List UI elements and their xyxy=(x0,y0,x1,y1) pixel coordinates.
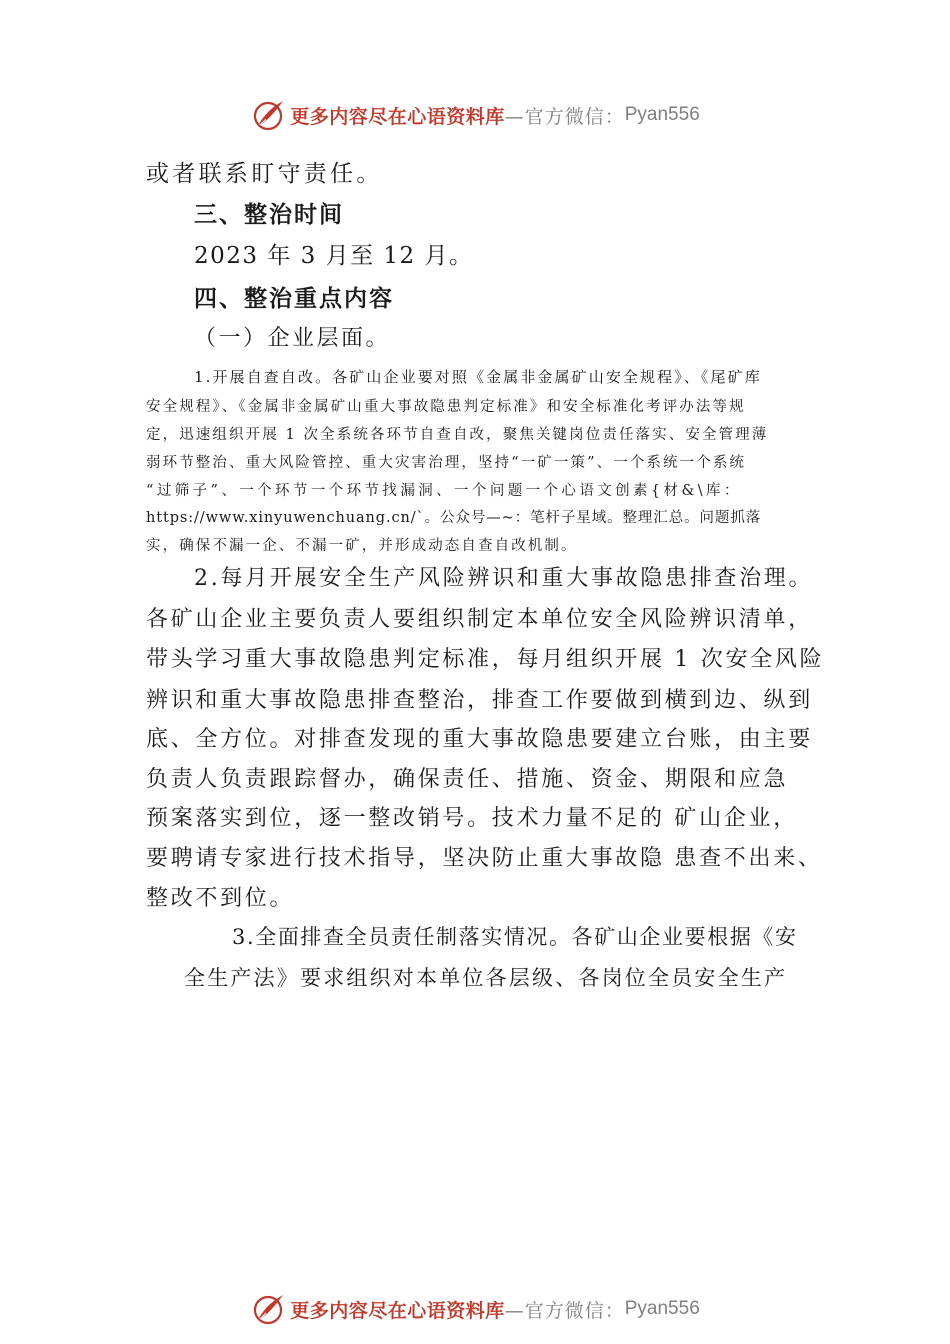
text-line: 实，确保不漏一企、不漏一矿，并形成动态自查自改机制。 xyxy=(146,538,578,554)
text-line: “过筛子”、一个环节一个环节找漏洞、一个问题一个心语文创素{材&\库： xyxy=(146,483,742,499)
text-line: 或者联系盯守责任。 xyxy=(146,161,383,187)
text-line: 辨识和重大事故隐患排查整治，排查工作要做到横到边、纵到 xyxy=(146,688,813,713)
text-line: 带头学习重大事故隐患判定标准，每月组织开展 1 次安全风险 xyxy=(146,647,825,672)
text-line: 要聘请专家进行技术指导，坚决防止重大事故隐 患查不出来、 xyxy=(146,846,823,871)
banner-title: 更多内容尽在心语资料库 xyxy=(290,105,505,128)
section-heading-content: 四、整治重点内容 xyxy=(194,285,394,312)
banner-title: 更多内容尽在心语资料库 xyxy=(290,1299,505,1322)
subsection-heading: （一）企业层面。 xyxy=(194,326,391,351)
text-line: 预案落实到位，逐一整改销号。技术力量不足的 矿山企业， xyxy=(146,806,798,831)
text-line: 3.全面排查全员责任制落实情况。各矿山企业要根据《安 xyxy=(232,925,798,949)
text-line: https://www.xinyuwenchuang.cn/`。公众号—~：笔杆子星域。整理汇总。问题抓落 xyxy=(146,510,762,526)
banner-wechat-id: Pyan556 xyxy=(624,104,700,125)
quill-logo-icon xyxy=(250,1291,286,1327)
banner-wechat-label: —官方微信： xyxy=(504,1299,625,1322)
footer-banner xyxy=(0,1289,950,1329)
banner-wechat-label: —官方微信： xyxy=(504,105,625,128)
text-line: 定，迅速组织开展 1 次全系统各环节自查自改，聚焦关键岗位责任落实、安全管理薄 xyxy=(146,427,769,443)
text-line: 底、全方位。对排查发现的重大事故隐患要建立台账，由主要 xyxy=(146,727,813,752)
text-line: 整改不到位。 xyxy=(146,886,295,911)
text-line: 2.每月开展安全生产风险辨识和重大事故隐患排查治理。 xyxy=(194,566,814,591)
banner-wechat-id: Pyan556 xyxy=(624,1298,700,1319)
text-line: 负责人负责跟踪督办，确保责任、措施、资金、期限和应急 xyxy=(146,767,789,792)
text-line-time: 2023 年 3 月至 12 月。 xyxy=(194,243,474,269)
text-line: 各矿山企业主要负责人要组织制定本单位安全风险辨识清单， xyxy=(146,607,813,632)
text-line: 弱环节整治、重大风险管控、重大灾害治理，坚持“一矿一策”、一个系统一个系统 xyxy=(146,455,747,471)
text-line: 安全规程》、《金属非金属矿山重大事故隐患判定标准》和安全标准化考评办法等规 xyxy=(146,399,746,415)
section-heading-time: 三、整治时间 xyxy=(194,201,344,228)
text-line: 全生产法》要求组织对本单位各层级、各岗位全员安全生产 xyxy=(184,966,788,990)
header-banner xyxy=(0,95,950,135)
text-line: 1.开展自查自改。各矿山企业要对照《金属非金属矿山安全规程》、《尾矿库 xyxy=(194,368,762,386)
quill-logo-icon xyxy=(250,97,286,133)
